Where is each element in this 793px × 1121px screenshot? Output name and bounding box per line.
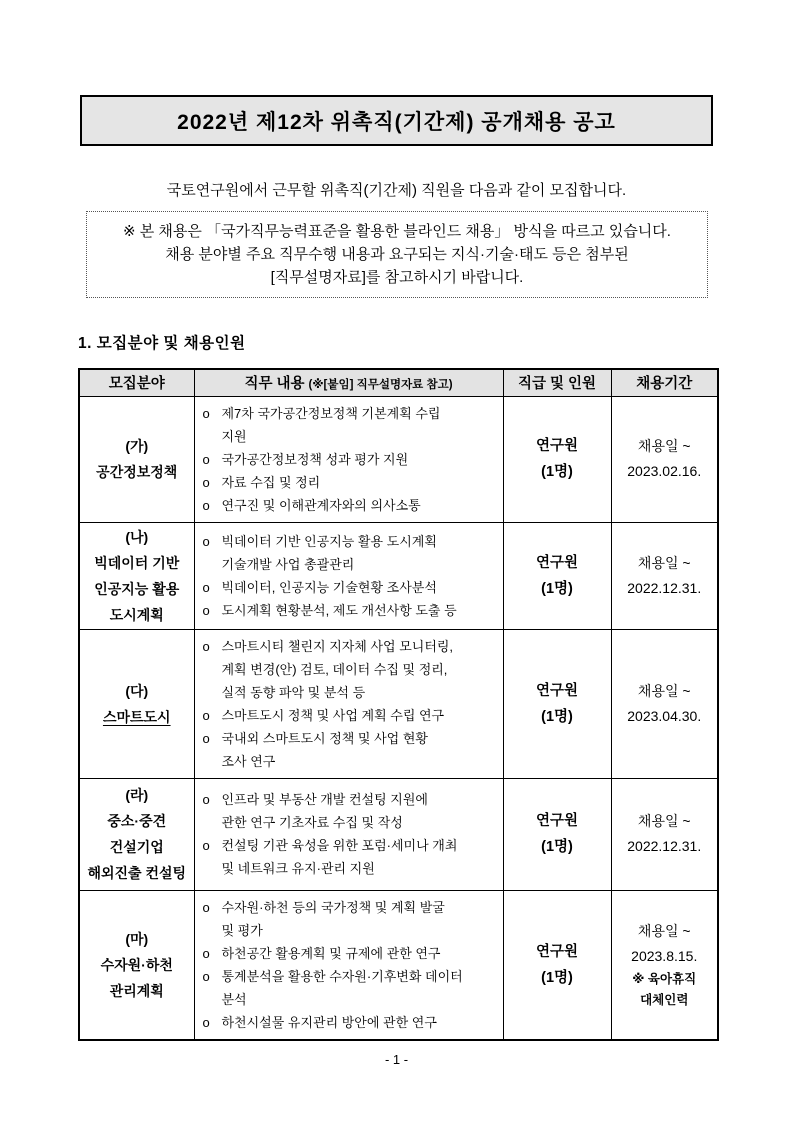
- position-line: 연구원: [535, 554, 579, 571]
- position-line: 연구원: [535, 943, 579, 960]
- duty-line-continuation: 조사 연구: [221, 753, 276, 769]
- period-line: 채용일 ~: [637, 922, 691, 939]
- duty-line: [203, 448, 499, 471]
- section-heading: 1. 모집분야 및 채용인원: [78, 335, 246, 352]
- period-note-line: ※ 육아휴직: [632, 971, 697, 986]
- period-line: 2023.02.16.: [627, 463, 702, 479]
- notice-line: ※ 본 채용은 「국가직무능력표준을 활용한 블라인드 채용」 방식을 따르고 있습니다.: [123, 223, 671, 240]
- period-line: 2023.04.30.: [627, 707, 702, 724]
- period-line: 2022.12.31.: [627, 579, 702, 596]
- field-line: (마): [125, 930, 149, 947]
- position-line: (1명): [541, 969, 573, 986]
- bullet: o: [202, 638, 210, 654]
- duty-text: 도시계획 현황분석, 제도 개선사항 도출 등: [221, 602, 457, 618]
- duty-line: [203, 530, 499, 553]
- duty-line: [203, 599, 499, 622]
- field-line: 공간정보정책: [96, 464, 178, 480]
- document-title: 2022년 제12차 위촉직(기간제) 공개채용 공고: [177, 110, 616, 134]
- field-cell: [79, 396, 194, 522]
- bullet: o: [202, 474, 210, 490]
- position-line: (1명): [541, 708, 573, 725]
- duty-text: 국가공간정보정책 성과 평가 지원: [221, 451, 409, 467]
- table-row: [79, 778, 718, 890]
- duty-text: 국내외 스마트도시 정책 및 사업 현황: [221, 730, 428, 746]
- period-cell: [611, 396, 718, 522]
- duty-line: [203, 635, 499, 658]
- position-cell: [503, 522, 611, 629]
- duty-text: 수자원·하천 등의 국가정책 및 계획 발굴: [221, 899, 445, 915]
- bullet: o: [202, 792, 210, 807]
- field-line: 관리계획: [109, 982, 164, 999]
- field-line: 인공지능 활용: [94, 580, 180, 597]
- position-line: (1명): [541, 580, 573, 597]
- duty-line: [203, 576, 499, 599]
- field-line: 빅데이터 기반: [94, 554, 180, 571]
- duty-text: 제7차 국가공간정보정책 기본계획 수립: [221, 405, 441, 421]
- period-line: 채용일 ~: [637, 682, 691, 699]
- col-header-period: 채용기간: [611, 369, 718, 396]
- field-line: 중소·중견: [107, 813, 167, 829]
- bullet: o: [202, 579, 210, 595]
- bullet: o: [202, 602, 210, 618]
- intro-text: 국토연구원에서 근무할 위촉직(기간제) 직원을 다음과 같이 모집합니다.: [166, 182, 627, 199]
- duty-line: [203, 896, 499, 919]
- duty-text: 빅데이터, 인공지능 기술현황 조사분석: [221, 579, 437, 595]
- field-line: 스마트도시: [102, 708, 171, 725]
- duty-line: [203, 727, 499, 750]
- duty-line: [203, 788, 499, 811]
- bullet: o: [202, 899, 210, 915]
- duty-text: 연구진 및 이해관계자와의 의사소통: [221, 497, 421, 513]
- duty-text: 인프라 및 부동산 개발 컨설팅 지원에: [221, 792, 428, 807]
- period-line: 2022.12.31.: [627, 838, 702, 854]
- bullet: o: [202, 533, 210, 549]
- col-header-field: 모집분야: [79, 369, 194, 396]
- field-line: (나): [125, 528, 149, 545]
- duty-text: 빅데이터 기반 인공지능 활용 도시계획: [221, 533, 437, 549]
- duty-line: [203, 471, 499, 494]
- position-line: 연구원: [535, 438, 579, 454]
- duty-line-continuation: 계획 변경(안) 검토, 데이터 수집 및 정리,: [221, 661, 448, 677]
- bullet: o: [202, 968, 210, 984]
- duty-text: 하천공간 활용계획 및 규제에 관한 연구: [221, 945, 441, 961]
- position-line: 연구원: [535, 682, 579, 699]
- duty-line: [203, 704, 499, 727]
- bullet: o: [202, 1014, 210, 1030]
- field-line: (다): [125, 682, 149, 699]
- bullet: o: [202, 497, 210, 513]
- duty-line-continuation: 분석: [221, 991, 247, 1007]
- duty-text: 하천시설물 유지관리 방안에 관한 연구: [221, 1014, 437, 1030]
- duty-line-continuation: 실적 동향 파악 및 분석 등: [221, 684, 366, 700]
- duties-cell: [194, 890, 503, 1040]
- duties-cell: [194, 396, 503, 522]
- duty-line-continuation: 및 네트워크 유지·관리 지원: [221, 861, 375, 876]
- duties-cell: [194, 629, 503, 778]
- duty-line: [203, 834, 499, 857]
- period-line: 채용일 ~: [637, 438, 691, 454]
- duty-line-continuation: 기술개발 사업 총괄관리: [221, 556, 355, 572]
- duty-line-continuation: 관한 연구 기초자료 수집 및 작성: [221, 815, 403, 830]
- period-cell: [611, 629, 718, 778]
- field-line: 건설기업: [109, 839, 164, 855]
- bullet: o: [202, 451, 210, 467]
- duty-line-continuation: 및 평가: [221, 922, 263, 938]
- field-cell: [79, 778, 194, 890]
- position-cell: [503, 778, 611, 890]
- col-header-duties-note: (※[붙임] 직무설명자료 참고): [308, 379, 453, 392]
- bullet: o: [202, 945, 210, 961]
- notice-box: [86, 211, 708, 298]
- table-row: [79, 629, 718, 778]
- period-line: 채용일 ~: [637, 554, 691, 571]
- page-number: - 1 -: [384, 1052, 409, 1067]
- period-line: 2023.8.15.: [631, 947, 698, 964]
- position-line: (1명): [541, 464, 573, 480]
- field-line: 수자원·하천: [100, 956, 173, 973]
- col-header-duties-label: 직무 내용: [244, 376, 305, 393]
- col-header-duties: [194, 369, 503, 396]
- field-cell: [79, 629, 194, 778]
- field-line: (가): [125, 438, 149, 454]
- title-box: [80, 95, 713, 146]
- duty-text: 자료 수집 및 정리: [221, 474, 321, 490]
- field-cell: [79, 890, 194, 1040]
- duties-cell: [194, 522, 503, 629]
- recruitment-table: [78, 368, 719, 1041]
- duty-line: [203, 1011, 499, 1034]
- duty-line: [203, 402, 499, 425]
- bullet: o: [202, 730, 210, 746]
- table-header-row: [79, 369, 718, 396]
- duty-text: 통계분석을 활용한 수자원·기후변화 데이터: [221, 968, 463, 984]
- duty-line: [203, 494, 499, 517]
- position-line: (1명): [541, 839, 573, 855]
- field-line: (라): [125, 787, 149, 803]
- period-cell: [611, 522, 718, 629]
- duty-text: 스마트시티 챌린지 지자체 사업 모니터링,: [221, 638, 454, 654]
- duty-line: [203, 965, 499, 988]
- table-row: [79, 522, 718, 629]
- period-line: 채용일 ~: [637, 813, 691, 829]
- notice-line: [직무설명자료]를 참고하시기 바랍니다.: [270, 269, 524, 286]
- bullet: o: [202, 707, 210, 723]
- position-cell: [503, 890, 611, 1040]
- duty-text: 컨설팅 기관 육성을 위한 포럼·세미나 개최: [221, 838, 458, 853]
- field-cell: [79, 522, 194, 629]
- period-cell: [611, 778, 718, 890]
- position-line: 연구원: [535, 813, 579, 829]
- duties-cell: [194, 778, 503, 890]
- notice-line: 채용 분야별 주요 직무수행 내용과 요구되는 지식·기술·태도 등은 첨부된: [165, 246, 629, 263]
- period-cell: [611, 890, 718, 1040]
- bullet: o: [202, 405, 210, 421]
- period-note-line: 대체인력: [640, 992, 689, 1007]
- position-cell: [503, 396, 611, 522]
- col-header-position: 직급 및 인원: [503, 369, 611, 396]
- table-row: [79, 890, 718, 1040]
- duty-line-continuation: 지원: [221, 428, 247, 444]
- duty-line: [203, 942, 499, 965]
- bullet: o: [202, 838, 210, 853]
- field-line: 도시계획: [109, 606, 164, 623]
- position-cell: [503, 629, 611, 778]
- duty-text: 스마트도시 정책 및 사업 계획 수립 연구: [221, 707, 445, 723]
- field-line: 해외진출 컨설팅: [87, 865, 187, 881]
- table-row: [79, 396, 718, 522]
